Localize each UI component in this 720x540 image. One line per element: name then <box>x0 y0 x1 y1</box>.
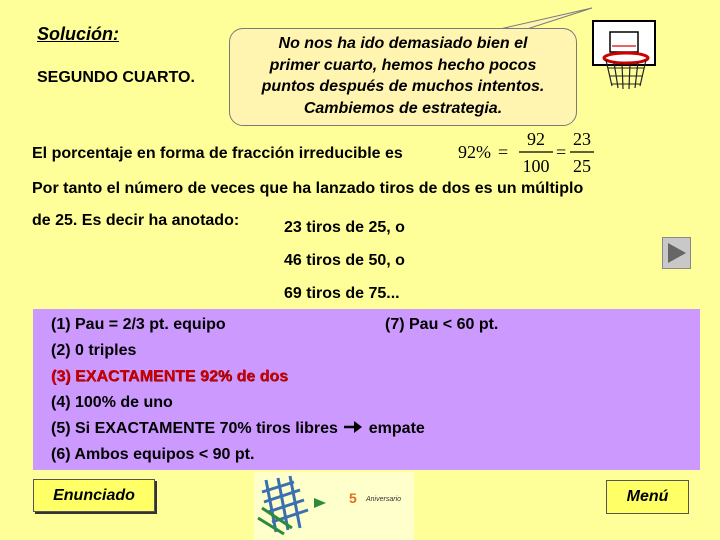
fraction-equation <box>458 128 598 176</box>
enunciado-button[interactable]: Enunciado <box>33 479 155 512</box>
scored-text: de 25. Es decir ha anotado: <box>32 212 240 229</box>
denominator-100: 100 <box>522 156 550 176</box>
percent-text: 92% <box>458 142 491 162</box>
condition-result: empate <box>368 420 425 437</box>
play-arrow-icon <box>663 238 690 268</box>
logo-number: 5 <box>349 490 357 506</box>
equals-sign: = <box>498 142 509 162</box>
anniversary-logo-icon <box>254 472 414 540</box>
page-title: Solución: <box>37 24 119 44</box>
condition-item: (2) 0 triples <box>51 342 137 359</box>
equals-sign: = <box>556 142 567 162</box>
bubble-line: No nos ha ido demasiado bien el <box>278 35 528 52</box>
condition-item <box>51 416 425 442</box>
logo-word: Aniversario <box>366 496 402 503</box>
condition-item: (7) Pau < 60 pt. <box>385 316 499 333</box>
numerator-23: 23 <box>573 129 591 149</box>
quarter-label: SEGUNDO CUARTO. <box>37 69 195 86</box>
condition-item: (4) 100% de uno <box>51 394 173 411</box>
bubble-line: Cambiemos de estrategia. <box>303 99 503 117</box>
bubble-line: primer cuarto, hemos hecho pocos <box>269 56 537 74</box>
denominator-25: 25 <box>573 156 591 176</box>
bubble-line: puntos después de muchos intentos. <box>261 78 545 95</box>
right-arrow-icon <box>342 420 364 434</box>
condition-item: (1) Pau = 2/3 pt. equipo <box>51 316 226 333</box>
option-item: 69 tiros de 75... <box>284 285 400 302</box>
fraction-intro-text: El porcentaje en forma de fracción irreducible es <box>32 145 403 162</box>
conditions-list <box>51 312 425 468</box>
multiple-text: Por tanto el número de veces que ha lanzado tiros de dos es un múltiplo <box>32 180 584 197</box>
numerator-92: 92 <box>527 129 545 149</box>
condition-item: (6) Ambos equipos < 90 pt. <box>51 446 255 463</box>
speech-bubble-text <box>229 33 577 119</box>
condition-text: (5) Si EXACTAMENTE 70% tiros libres <box>51 420 338 437</box>
option-item: 46 tiros de 50, o <box>284 252 405 269</box>
condition-item-highlighted: (3) EXACTAMENTE 92% de dos <box>51 368 289 385</box>
menu-button[interactable]: Menú <box>606 480 689 514</box>
next-button[interactable] <box>662 237 691 269</box>
basketball-hoop-icon <box>590 18 664 92</box>
option-item: 23 tiros de 25, o <box>284 219 405 236</box>
